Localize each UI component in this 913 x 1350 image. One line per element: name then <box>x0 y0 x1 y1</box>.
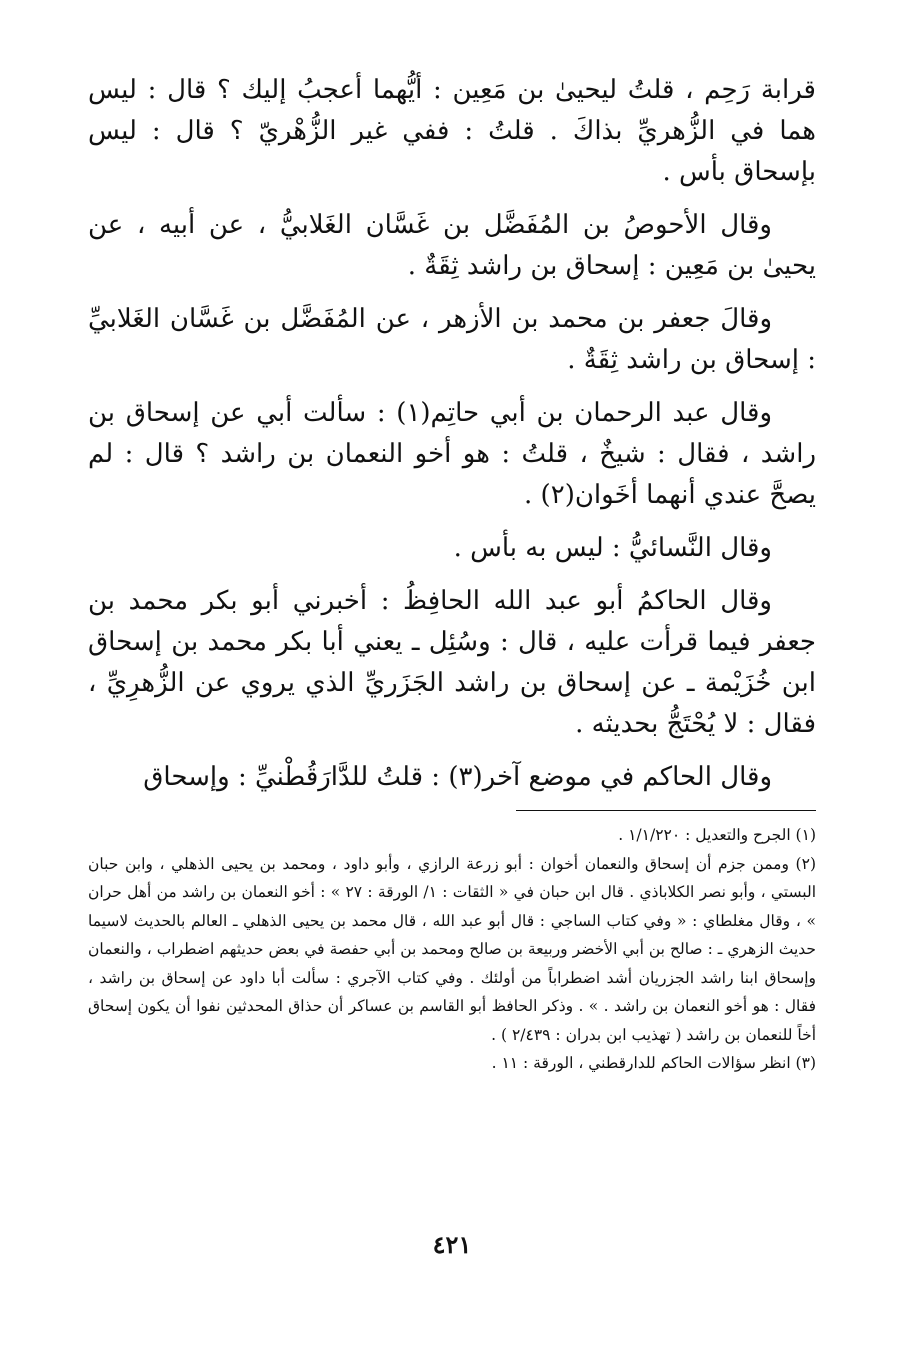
main-text <box>88 70 816 798</box>
footnote-2: (٢) وممن جزم أن إسحاق والنعمان أخوان : أبو زرعة الرازي ، وأبو داود ، ومحمد بن يحيى الذهلي ، وابن حبان البستي ، وأبو نصر الكلاباذي . قال ابن حبان في « الثقات : ١/ الورقة : ٢٧ » : أخو النعمان بن راشد من أهل حران » ، وقال مغلطاي : « وفي كتاب الساجي : قال أبو عبد الله ، قال محمد بن يحيى الذهلي ـ العالم بالحديث لاسيما حديث الزهري ـ : صالح بن أبي الأخضر وربيعة بن صالح ومحمد بن أبي حفصة في بعض حديثهم اضطراب ، والنعمان وإسحاق ابنا راشد الجزريان أشد اضطراباً من أولئك . وفي كتاب الآجري : سألت أبا داود عن إسحاق بن راشد ، فقال : هو أخو النعمان بن راشد . » . وذكر الحافظ أبو القاسم بن عساكر أن حذاق المحدثين نفوا أن يكون إسحاق أخاً للنعمان بن راشد ( تهذيب ابن بدران : ٢/٤٣٩ ) . <box>88 854 816 1044</box>
footnote-3: (٣) انظر سؤالات الحاكم للدارقطني ، الورقة : ١١ . <box>491 1054 816 1072</box>
paragraph-6: وقال الحاكمُ أبو عبد الله الحافِظُ : أخبرني أبو بكر محمد بن جعفر فيما قرأت عليه ، قال : وسُئِل ـ يعني أبا بكر محمد بن إسحاق ابن خُزَيْمة ـ عن إسحاق بن راشد الجَزَريِّ الذي يروي عن الزُّهرِيِّ ، فقال : لا يُحْتَجُّ بحديثه . <box>88 586 816 739</box>
footnote-divider <box>516 810 816 811</box>
paragraph-5: وقال النَّسائيُّ : ليس به بأس . <box>453 533 772 563</box>
footnote-1: (١) الجرح والتعديل : ١/١/٢٢٠ . <box>618 826 816 844</box>
page-number: ٤٢١ <box>432 1230 472 1259</box>
footnotes <box>88 821 816 1078</box>
paragraph-4: وقال عبد الرحمان بن أبي حاتِم(١) : سألت أبي عن إسحاق بن راشد ، فقال : شيخٌ ، قلتُ : هو أخو النعمان بن راشد ؟ قال : لم يصحَّ عندي أنهما أخَوان(٢) . <box>88 398 816 510</box>
paragraph-7: وقال الحاكم في موضع آخر(٣) : قلتُ للدَّارَقُطْنيِّ : وإسحاق <box>143 762 772 792</box>
paragraph-2: وقال الأحوصُ بن المُفَضَّل بن غَسَّان الغَلابيُّ ، عن أبيه ، عن يحيىٰ بن مَعِين : إسحاق بن راشد ثِقَةٌ . <box>88 210 816 281</box>
paragraph-1: قرابة رَحِم ، قلتُ ليحيىٰ بن مَعِين : أيُّهما أعجبُ إليك ؟ قال : ليس هما في الزُّهريِّ بذاكَ . قلتُ : ففي غير الزُّهْريّ ؟ قال : ليس بإسحاق بأس . <box>88 75 816 187</box>
paragraph-3: وقالَ جعفر بن محمد بن الأزهر ، عن المُفَضَّل بن غَسَّان الغَلابيِّ : إسحاق بن راشد ثِقَةٌ . <box>88 304 816 375</box>
book-page <box>88 70 816 1300</box>
